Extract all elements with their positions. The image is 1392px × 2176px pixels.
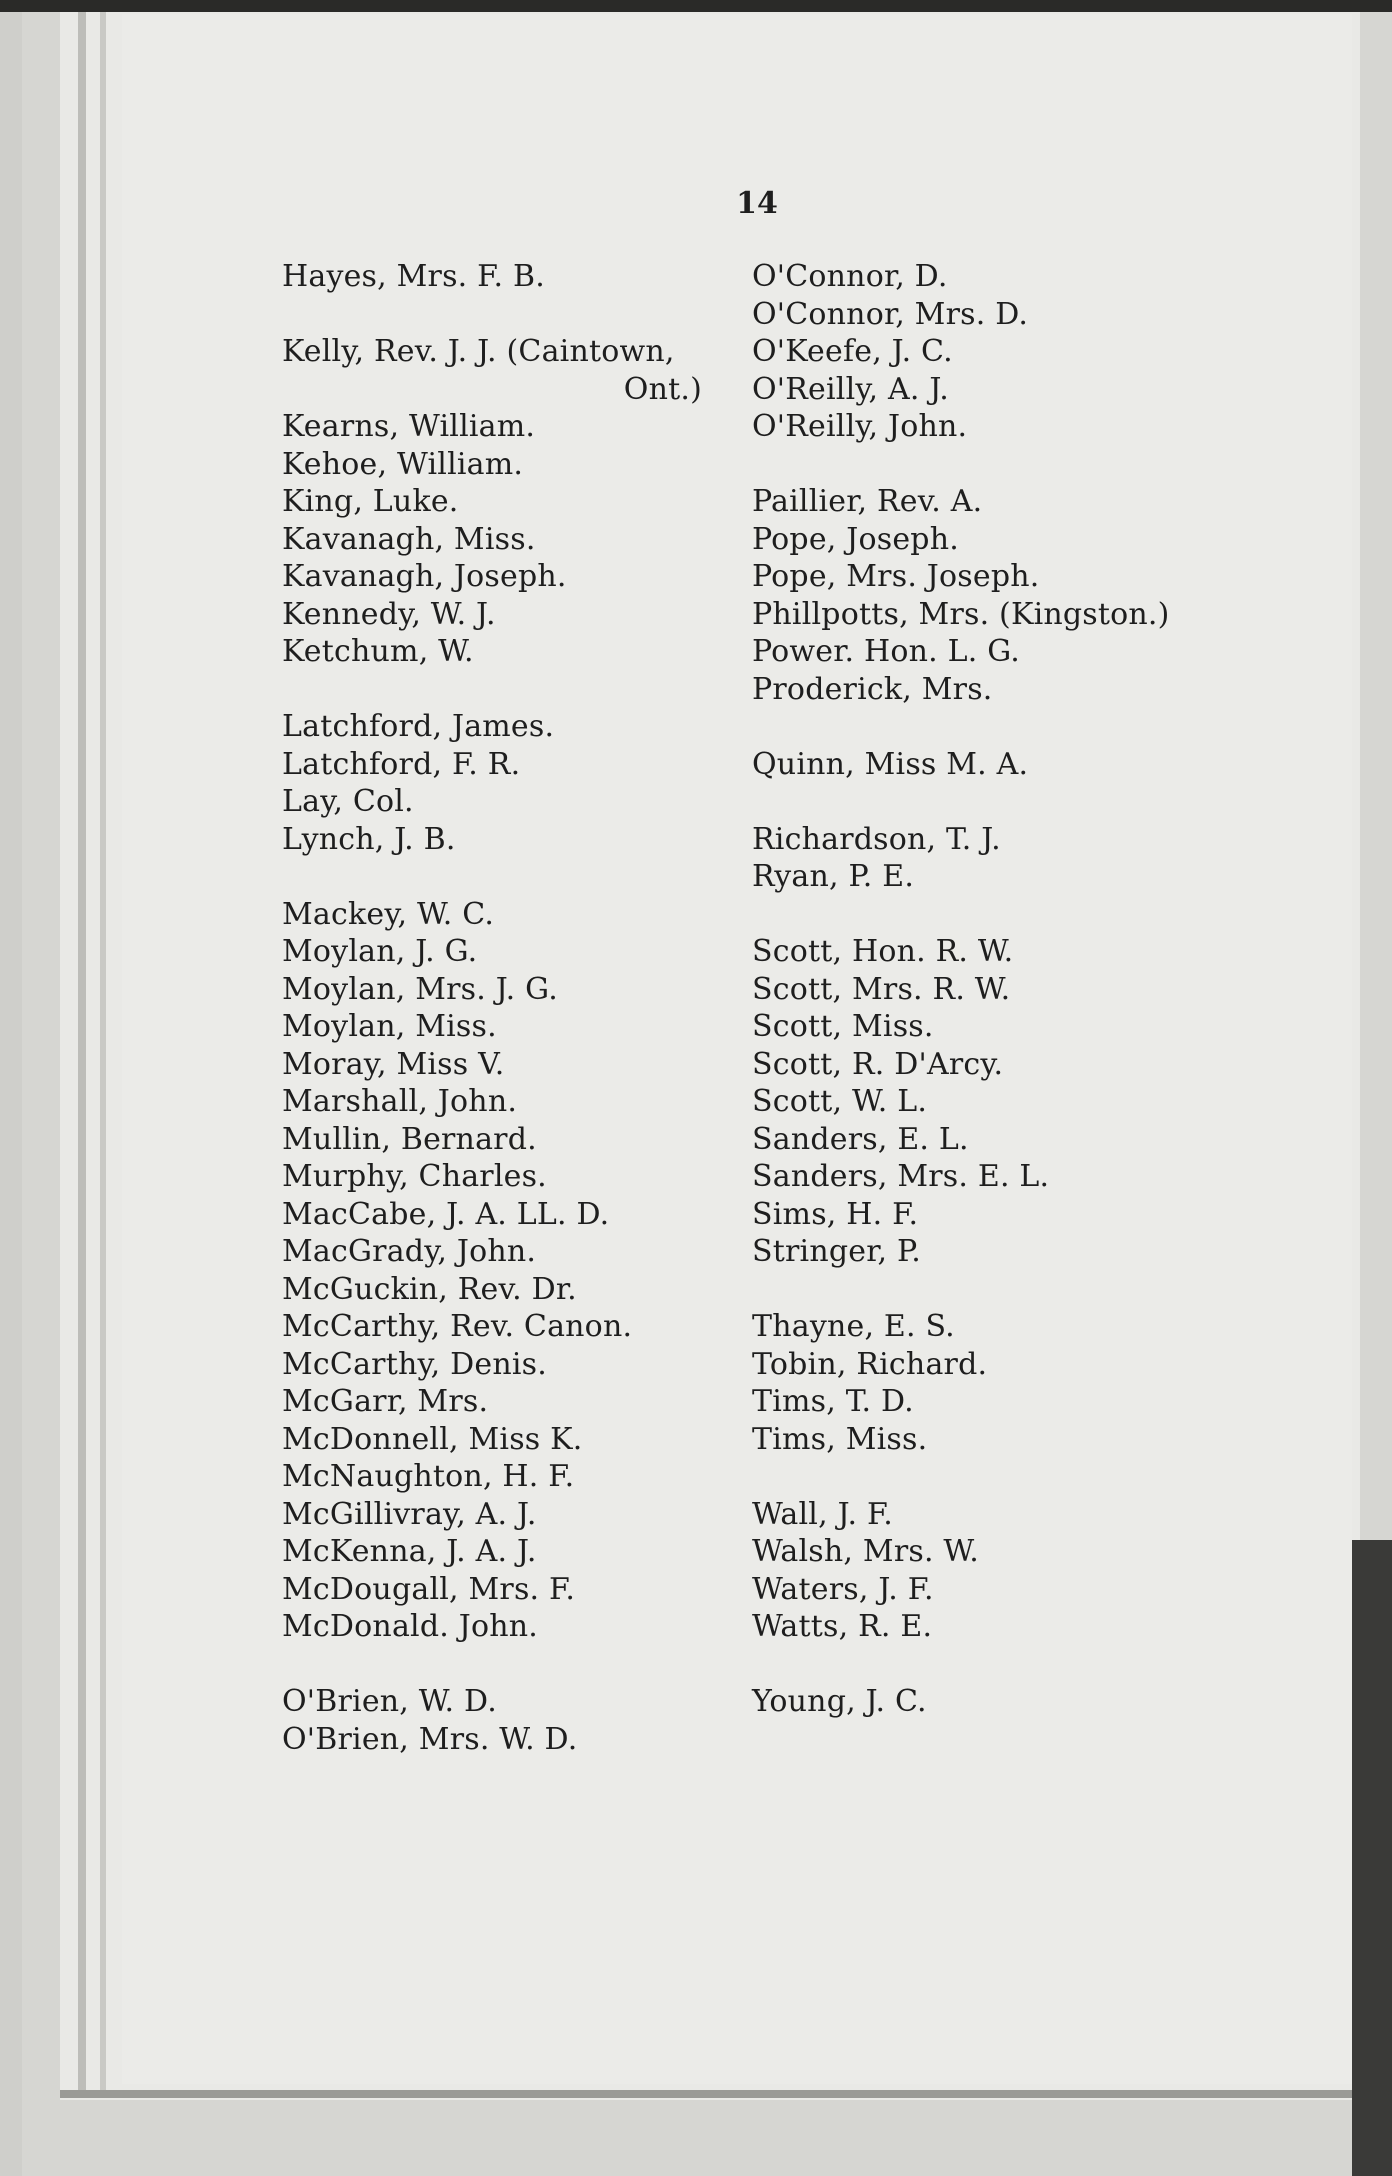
name-entry: Moylan, Miss. <box>282 1009 497 1044</box>
name-entry: Ketchum, W. <box>282 634 474 669</box>
name-entry: Walsh, Mrs. W. <box>752 1534 979 1569</box>
name-entry: Kennedy, W. J. <box>282 596 496 632</box>
name-entry: Mullin, Bernard. <box>282 1121 537 1157</box>
name-entry: Marshall, John. <box>282 1084 518 1119</box>
page-edge <box>78 12 86 2092</box>
document-page <box>122 14 1352 2084</box>
name-entry: Kearns, William. <box>282 409 536 444</box>
section-gap <box>752 446 1312 484</box>
page-edge-bottom <box>60 2090 1360 2098</box>
name-entry: Ont.) <box>623 371 702 407</box>
page-edge-shadow <box>1352 1540 1392 2176</box>
name-entry: Pope, Mrs. Joseph. <box>752 559 1040 594</box>
name-list-right-column <box>752 258 1312 1721</box>
name-entry: Sanders, E. L. <box>752 1121 969 1157</box>
name-entry: O'Connor, Mrs. D. <box>752 296 1029 332</box>
section-gap <box>752 708 1312 746</box>
name-entry: McNaughton, H. F. <box>282 1459 575 1494</box>
name-entry: Kavanagh, Joseph. <box>282 559 567 594</box>
section-gap <box>752 1458 1312 1496</box>
section-gap <box>282 296 782 334</box>
name-entry: Pope, Joseph. <box>752 521 959 557</box>
name-entry: McCarthy, Rev. Canon. <box>282 1309 633 1344</box>
name-list-left-column <box>282 258 782 1758</box>
section-gap <box>282 671 782 709</box>
name-entry: McDonald. John. <box>282 1609 538 1644</box>
name-entry: Thayne, E. S. <box>752 1309 955 1344</box>
name-entry: McCarthy, Denis. <box>282 1346 547 1382</box>
name-entry: McGillivray, A. J. <box>282 1496 537 1532</box>
name-entry: O'Keefe, J. C. <box>752 334 953 369</box>
name-entry: Kavanagh, Miss. <box>282 521 536 557</box>
name-entry: Moylan, J. G. <box>282 934 478 969</box>
name-entry: O'Reilly, John. <box>752 409 968 444</box>
section-gap <box>752 1271 1312 1309</box>
name-entry: Proderick, Mrs. <box>752 671 993 707</box>
name-entry: Scott, Mrs. R. W. <box>752 971 1011 1007</box>
section-gap <box>752 783 1312 821</box>
name-entry: Murphy, Charles. <box>282 1159 547 1194</box>
page-edge <box>100 12 106 2097</box>
name-entry: O'Reilly, A. J. <box>752 371 949 407</box>
name-entry: Scott, W. L. <box>752 1084 928 1119</box>
name-entry: Hayes, Mrs. F. B. <box>282 259 545 294</box>
name-entry: Power. Hon. L. G. <box>752 634 1021 669</box>
name-entry: McDonnell, Miss K. <box>282 1421 583 1457</box>
name-entry: McGuckin, Rev. Dr. <box>282 1271 577 1307</box>
name-entry: Richardson, T. J. <box>752 821 1001 857</box>
scan-border <box>0 0 1392 12</box>
name-entry: Young, J. C. <box>752 1684 927 1719</box>
name-entry: Sims, H. F. <box>752 1196 919 1232</box>
section-gap <box>752 896 1312 934</box>
name-entry: Ryan, P. E. <box>752 859 915 894</box>
name-entry: Moray, Miss V. <box>282 1046 505 1082</box>
section-gap <box>752 1646 1312 1684</box>
name-entry: Kehoe, William. <box>282 446 524 482</box>
name-entry: Tims, T. D. <box>752 1384 914 1419</box>
name-entry: Stringer, P. <box>752 1234 921 1269</box>
name-entry: McDougall, Mrs. F. <box>282 1571 576 1607</box>
name-entry: Wall, J. F. <box>752 1496 894 1532</box>
name-entry: Sanders, Mrs. E. L. <box>752 1159 1050 1194</box>
name-entry: Watts, R. E. <box>752 1609 933 1644</box>
name-entry: MacCabe, J. A. LL. D. <box>282 1196 610 1232</box>
section-gap <box>282 858 782 896</box>
section-gap <box>282 1646 782 1684</box>
name-entry: O'Connor, D. <box>752 259 948 294</box>
name-entry: Latchford, F. R. <box>282 746 521 782</box>
name-entry: McGarr, Mrs. <box>282 1384 489 1419</box>
name-entry: Latchford, James. <box>282 709 555 744</box>
name-entry: Moylan, Mrs. J. G. <box>282 971 558 1007</box>
name-entry: King, Luke. <box>282 484 459 519</box>
name-entry: Phillpotts, Mrs. (Kingston.) <box>752 596 1170 632</box>
name-entry: MacGrady, John. <box>282 1234 537 1269</box>
page-number: 14 <box>736 186 778 221</box>
name-entry: Mackey, W. C. <box>282 896 495 932</box>
name-entry: Waters, J. F. <box>752 1571 934 1607</box>
name-entry: Scott, Miss. <box>752 1009 934 1044</box>
name-entry: Tobin, Richard. <box>752 1346 988 1382</box>
name-entry: O'Brien, Mrs. W. D. <box>282 1721 578 1757</box>
name-entry: O'Brien, W. D. <box>282 1684 497 1719</box>
name-entry: Scott, R. D'Arcy. <box>752 1046 1004 1082</box>
scan-background <box>0 0 22 2176</box>
name-entry: Paillier, Rev. A. <box>752 484 983 519</box>
name-entry: Lynch, J. B. <box>282 821 456 857</box>
name-entry: Tims, Miss. <box>752 1421 928 1457</box>
name-entry: Scott, Hon. R. W. <box>752 934 1014 969</box>
name-entry: Kelly, Rev. J. J. (Caintown, <box>282 334 675 369</box>
name-entry: McKenna, J. A. J. <box>282 1534 537 1569</box>
name-entry: Quinn, Miss M. A. <box>752 746 1029 782</box>
name-entry: Lay, Col. <box>282 784 414 819</box>
